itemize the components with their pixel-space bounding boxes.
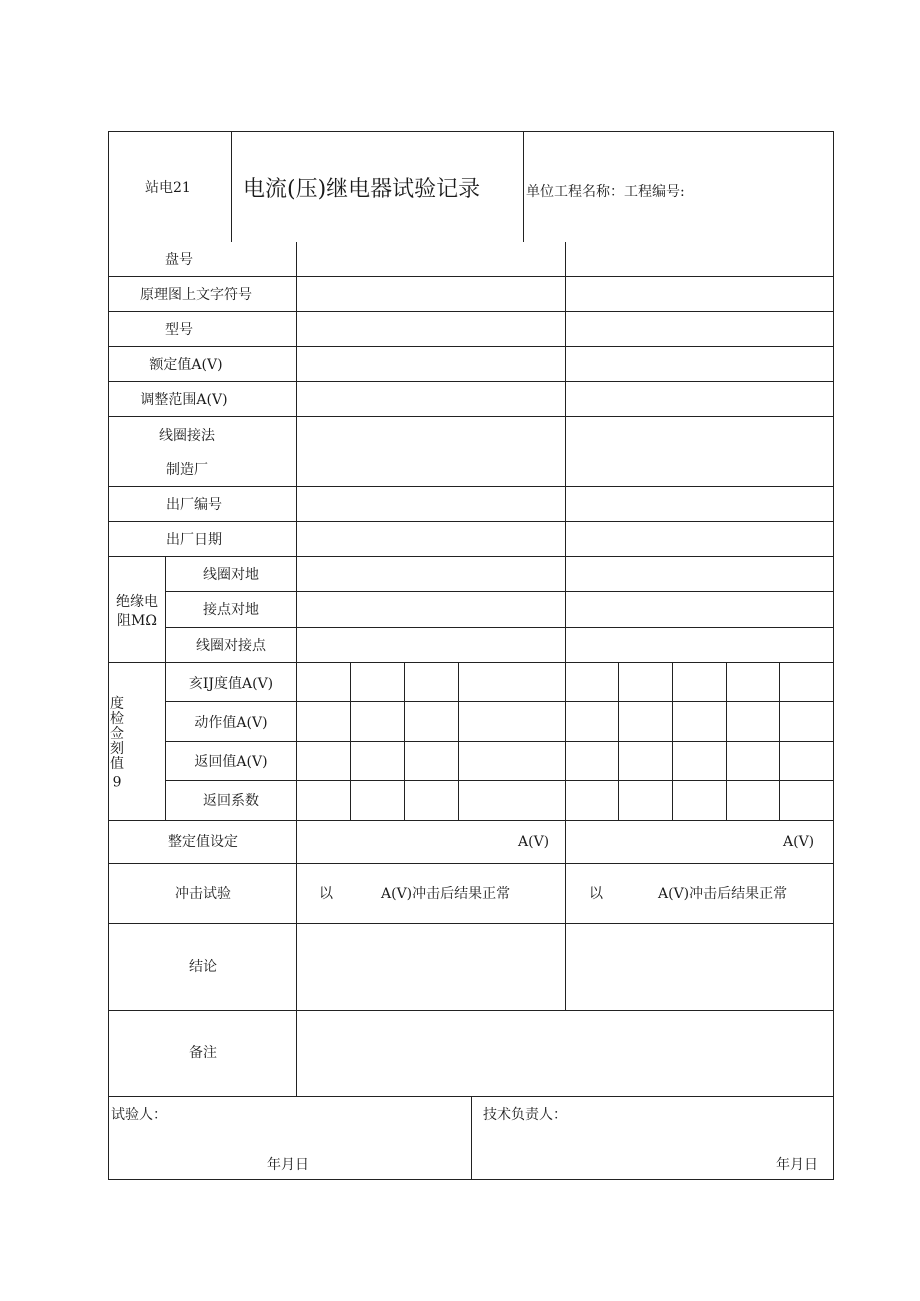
- label-pickup-value: 动作值A(V): [194, 715, 268, 731]
- row-line: [165, 627, 834, 628]
- calibration-char: 6: [112, 772, 122, 788]
- label-conclusion: 结论: [189, 959, 217, 975]
- impact-prefix-left: 以: [319, 886, 333, 902]
- insulation-group-label: 绝缘电: [116, 594, 158, 610]
- column-line: [565, 242, 566, 1010]
- label-serial-no: 出厂编号: [166, 497, 222, 513]
- tech-lead-date: 年月日: [776, 1157, 818, 1173]
- impact-prefix-right: 以: [589, 886, 603, 902]
- column-line: [458, 662, 459, 820]
- calibration-char: 度: [110, 696, 124, 712]
- column-line: [618, 662, 619, 820]
- column-line: [779, 662, 780, 820]
- column-line: [350, 662, 351, 820]
- label-setting: 整定值设定: [168, 834, 238, 850]
- tech-lead-label: 技术负责人：: [483, 1107, 567, 1123]
- row-line: [108, 1010, 834, 1011]
- label-manufacture-date: 出厂日期: [166, 532, 222, 548]
- calibration-char: 佥: [110, 726, 124, 742]
- column-line: [165, 556, 166, 820]
- header-divider: [523, 131, 524, 242]
- project-info: 单位工程名称：工程编号:: [526, 184, 685, 200]
- form-code: 站电21: [145, 180, 191, 196]
- row-line: [108, 346, 834, 347]
- label-contact-ground: 接点对地: [203, 602, 259, 618]
- setting-unit-right: A(V): [783, 834, 815, 850]
- row-line: [108, 556, 834, 557]
- row-line: [108, 923, 834, 924]
- row-line: [165, 591, 834, 592]
- column-line: [726, 662, 727, 820]
- column-line: [471, 1096, 472, 1180]
- tester-label: 试验人：: [111, 1107, 167, 1123]
- impact-text-left: A(V)冲击后结果正常: [381, 886, 511, 902]
- calibration-group-label: [109, 697, 125, 787]
- label-model: 型号: [165, 322, 193, 338]
- header-divider: [231, 131, 232, 242]
- row-line: [165, 701, 834, 702]
- row-line: [165, 741, 834, 742]
- calibration-char: 刻: [110, 741, 124, 757]
- label-scale-value: 亥IJ度值A(V): [188, 676, 274, 692]
- label-coil-connection: 线圈接法: [159, 428, 215, 444]
- row-line: [108, 311, 834, 312]
- tester-date: 年月日: [267, 1157, 309, 1173]
- column-line: [404, 662, 405, 820]
- label-impact-test: 冲击试验: [175, 886, 231, 902]
- calibration-char: 检: [110, 711, 124, 727]
- row-line: [108, 276, 834, 277]
- row-line: [108, 521, 834, 522]
- label-panel-no: 盘号: [165, 252, 193, 268]
- column-line: [672, 662, 673, 820]
- row-line: [108, 381, 834, 382]
- form-title: 电流(压)继电器试验记录: [243, 177, 481, 202]
- row-line: [108, 863, 834, 864]
- row-line: [108, 486, 834, 487]
- label-return-value: 返回值A(V): [194, 754, 268, 770]
- label-coil-contact: 线圈对接点: [196, 638, 266, 654]
- label-rated-value: 额定值A(V): [149, 357, 223, 373]
- column-line: [296, 242, 297, 1096]
- label-coil-ground: 线圈对地: [203, 567, 259, 583]
- label-manufacturer: 制造厂: [166, 462, 208, 478]
- row-line: [108, 820, 834, 821]
- insulation-group-label: 阻MΩ: [117, 613, 157, 629]
- setting-unit-left: A(V): [518, 834, 550, 850]
- calibration-char: 值: [110, 756, 124, 772]
- label-schematic-symbol: 原理图上文字符号: [140, 287, 252, 303]
- row-line: [108, 416, 834, 417]
- label-return-coefficient: 返回系数: [203, 793, 259, 809]
- row-line: [165, 780, 834, 781]
- impact-text-right: A(V)冲击后结果正常: [658, 886, 788, 902]
- label-remarks: 备注: [189, 1045, 217, 1061]
- label-adjust-range: 调整范围A(V): [140, 392, 228, 408]
